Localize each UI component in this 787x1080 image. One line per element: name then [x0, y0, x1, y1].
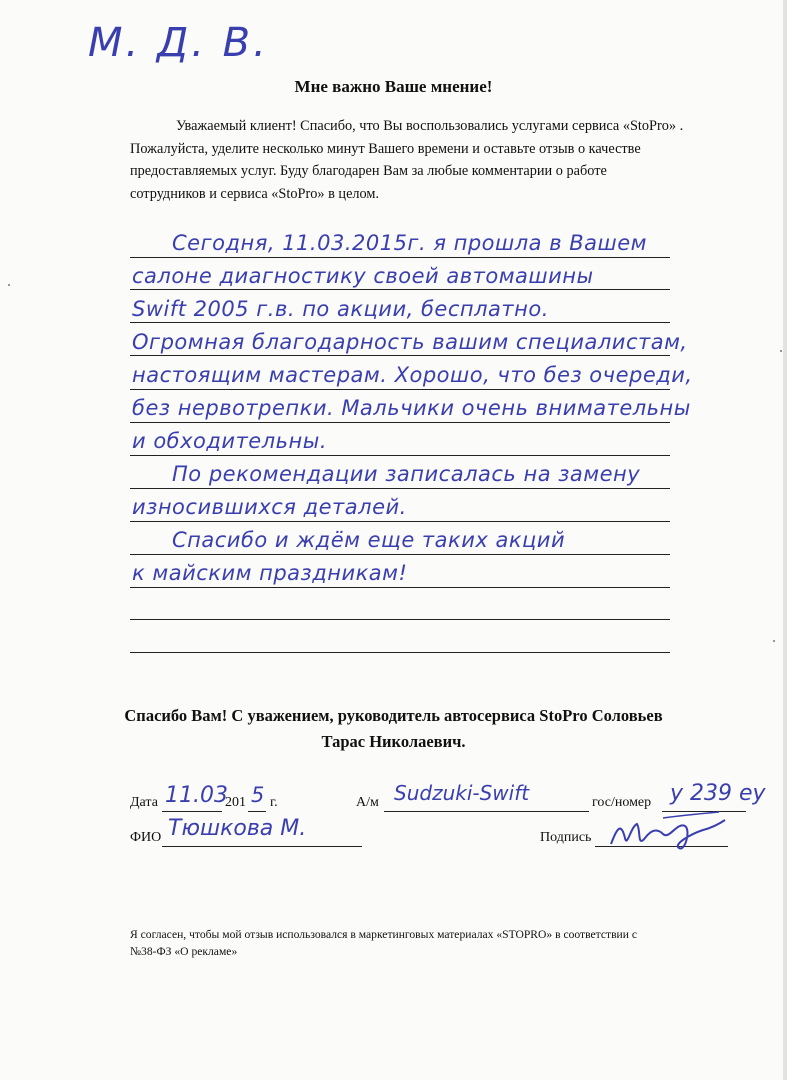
review-line [132, 624, 702, 654]
plate-label: гос/номер [592, 795, 652, 810]
signature-label: Подпись [540, 830, 592, 845]
page-edge [783, 0, 787, 1080]
intro-line-1: Уважаемый клиент! Спасибо, что Вы воспользовались услугами сервиса «StoPro» . [176, 118, 684, 134]
consent-text [130, 926, 745, 960]
car-label: А/м [356, 795, 379, 810]
name-underline [162, 846, 362, 847]
review-line: По рекомендации записалась на замену [172, 462, 641, 486]
consent-line-1: Я согласен, чтобы мой отзыв использовался в маркетинговых материалах «STOPRO» в соответствии с [130, 928, 637, 941]
plate-value: у 239 еу [670, 781, 766, 806]
scan-speck [780, 350, 782, 352]
page-title: Мне важно Ваше мнение! [294, 77, 493, 96]
year-suffix: г. [270, 795, 278, 810]
date-underline [162, 811, 222, 812]
year-value: 5 [251, 783, 265, 807]
handwritten-initials: М. Д. В. [88, 20, 269, 66]
scan-speck [773, 640, 775, 642]
year-prefix: 201 [225, 795, 246, 810]
intro-line-3: предоставляемых услуг. Буду благодарен Вам за любые комментарии о работе [130, 163, 607, 179]
scan-speck [8, 284, 10, 286]
name-value: Тюшкова М. [168, 816, 307, 841]
closing-line-2: Тарас Николаевич. [321, 732, 466, 751]
consent-line-2: №38-ФЗ «О рекламе» [130, 945, 238, 958]
review-line: к майским праздникам! [132, 561, 408, 585]
closing-line-1: Спасибо Вам! С уважением, руководитель автосервиса StoPro Соловьев [124, 706, 663, 725]
closing-signature-text [0, 703, 787, 755]
review-line: Сегодня, 11.03.2015г. я прошла в Вашем [172, 231, 648, 255]
review-line: Swift 2005 г.в. по акции, бесплатно. [132, 297, 549, 321]
date-label: Дата [130, 795, 158, 810]
review-line: и обходительны. [132, 429, 328, 453]
review-line: настоящим мастерам. Хорошо, что без очереди, [132, 363, 693, 387]
review-line [132, 591, 702, 621]
date-value: 11.03 [165, 783, 228, 808]
year-underline [248, 811, 266, 812]
review-line: износившихся деталей. [132, 495, 407, 519]
handwritten-signature-icon [607, 808, 727, 858]
intro-line-2: Пожалуйста, уделите несколько минут Вашего времени и оставьте отзыв о качестве [130, 140, 641, 157]
review-line: Огромная благодарность вашим специалистам, [132, 330, 688, 354]
intro-paragraph [130, 115, 740, 205]
review-line: Спасибо и ждём еще таких акций [172, 528, 566, 552]
review-line: салоне диагностику своей автомашины [132, 264, 594, 288]
car-underline [384, 811, 589, 812]
intro-line-4: сотрудников и сервиса «StoPro» в целом. [130, 185, 380, 202]
name-label: ФИО [130, 830, 162, 845]
review-line: без нервотрепки. Мальчики очень внимательны [132, 396, 691, 420]
car-value: Sudzuki-Swift [394, 781, 530, 805]
